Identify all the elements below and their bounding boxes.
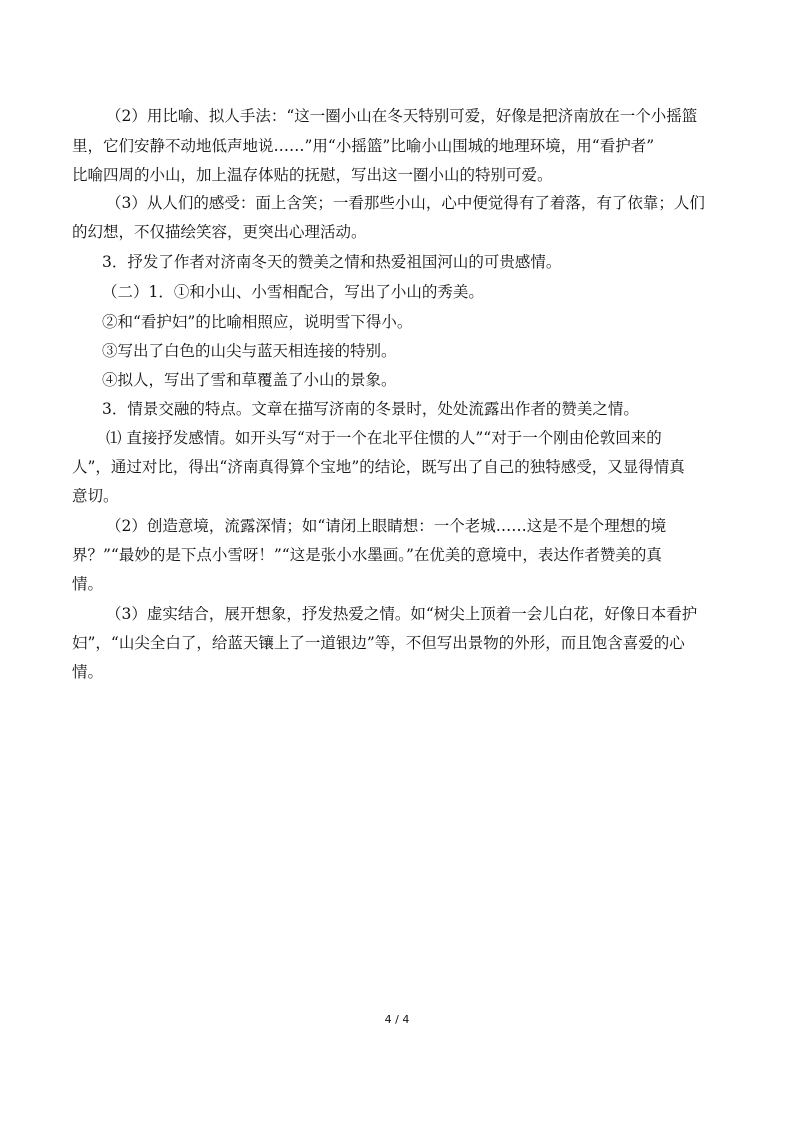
text-line: ④拟人，写出了雪和草覆盖了小山的景象。 [102, 371, 397, 389]
text-line: ⑴ 直接抒发感情。如开头写“对于一个在北平住惯的人”“对于一个刚由伦敦回来的 [106, 429, 662, 447]
text-line: 人”，通过对比，得出“济南真得算个宝地”的结论，既写出了自己的独特感受，又显得情真 [72, 458, 685, 476]
text-line: （2）创造意境，流露深情；如“请闭上眼睛想：一个老城……这是不是个理想的境 [106, 517, 667, 535]
text-line: （3）虚实结合，展开想象，抒发热爱之情。如“树尖上顶着一会儿白花，好像日本看护 [106, 605, 698, 623]
text-line: （二）1．①和小山、小雪相配合，写出了小山的秀美。 [102, 283, 484, 301]
text-line: 意切。 [72, 487, 119, 505]
page-number: 4 / 4 [384, 1013, 410, 1026]
text-line: ③写出了白色的山尖与蓝天相连接的特别。 [102, 342, 397, 360]
text-line: 里，它们安静不动地低声地说……”用“小摇篮”比喻小山围城的地理环境，用“看护者” [72, 137, 655, 155]
text-line: （2）用比喻、拟人手法：“这一圈小山在冬天特别可爱，好像是把济南放在一个小摇篮 [106, 107, 698, 125]
text-line: 3．情景交融的特点。文章在描写济南的冬景时，处处流露出作者的赞美之情。 [102, 400, 639, 418]
text-line: ②和“看护妇”的比喻相照应，说明雪下得小。 [102, 313, 413, 331]
text-line: 情。 [72, 575, 104, 593]
text-line: 3．抒发了作者对济南冬天的赞美之情和热爱祖国河山的可贵感情。 [102, 253, 562, 271]
text-line: 比喻四周的小山，加上温存体贴的抚慰，写出这一圈小山的特别可爱。 [72, 166, 553, 184]
text-line: 妇”，“山尖全白了，给蓝天镶上了一道银边”等，不但写出景物的外形，而且饱含喜爱的心 [72, 634, 685, 652]
text-line: 界？”“最妙的是下点小雪呀！”“这是张小水墨画。”在优美的意境中，表达作者赞美的真 [72, 546, 662, 564]
text-line: 的幻想，不仅描绘笑容，更突出心理活动。 [72, 223, 367, 241]
text-line: （3）从人们的感受：面上含笑；一看那些小山，心中便觉得有了着落，有了依靠；人们 [106, 194, 705, 212]
text-line: 情。 [72, 663, 104, 681]
